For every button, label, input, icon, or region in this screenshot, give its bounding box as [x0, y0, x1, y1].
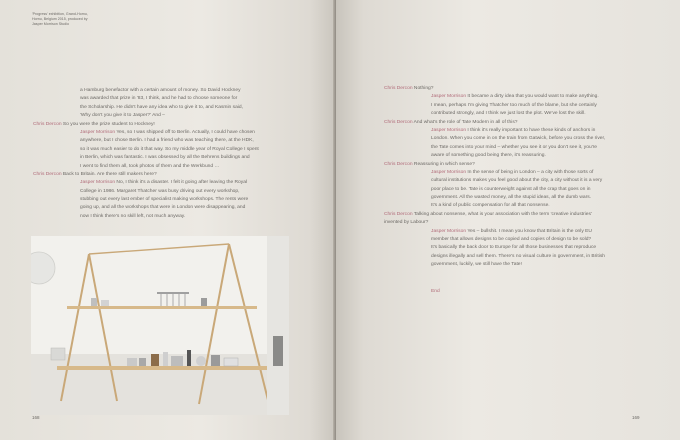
text-line — [384, 244, 605, 252]
line-text: It's basically the back door to Europe for all those businesses that reproduce — [431, 245, 597, 251]
caption-line: Hornu, Belgium 2015, produced by — [32, 17, 88, 21]
line-text: aware of something good being there, it's reassuring. — [431, 153, 546, 159]
caption-line: 'Progress' exhibition, Grand-Hornu, — [32, 12, 88, 16]
line-text: the Scholarship. He didn't have any idea who to give it to, and Kasmin said, — [80, 104, 243, 110]
text-line — [384, 152, 605, 160]
line-text: member that allows designs to be copied and copies of design to be sold? — [431, 237, 592, 243]
text-line — [33, 146, 259, 154]
line-text: It's a kind of public compensation for all that nonsense. — [431, 203, 550, 209]
line-text: So you were the prize student to Hockney! — [62, 121, 155, 127]
line-text: government. All the wasted money, all the stupid ideas, all the dumb wars. — [431, 195, 592, 201]
left-page-body — [33, 87, 259, 221]
speaker-name: Jasper Morrison — [431, 169, 467, 175]
text-line — [384, 177, 605, 185]
line-text: Reassuring in which sense? — [413, 161, 475, 167]
text-line — [33, 129, 259, 137]
line-text: the Tate comes into your mind – whether you see it or you don't see it, you're — [431, 144, 597, 150]
line-text: Yes, so I was shipped off to Berlin. Actually, I could have chosen — [116, 129, 255, 135]
speaker-name: Chris Dercon — [33, 121, 62, 127]
end-label: End — [431, 289, 440, 294]
page-number: 168 — [32, 415, 40, 420]
text-line — [33, 121, 259, 129]
speaker-name: Chris Dercon — [384, 119, 413, 125]
line-text: Yes – bullshit. I mean you know that Britain is the only EU — [467, 228, 592, 234]
line-text: going up, and all the workshops that were in London were disappearing, and — [80, 205, 246, 211]
line-text: Back to Britain. Are there still makers here? — [62, 171, 157, 177]
line-text: In the sense of being in London – a city with those sorts of — [467, 169, 594, 175]
line-text: anywhere, but I chose Berlin. I had a friend who was teaching there, at the HDK, — [80, 138, 254, 144]
text-line — [33, 163, 259, 171]
right-page-body — [384, 85, 605, 270]
text-line — [384, 161, 605, 169]
line-text: contributed strongly, and I think we just lost the plot. We've lost the skill. — [431, 111, 586, 117]
line-text: I went to find them all, took photos of them and the Werkbund … — [80, 163, 220, 169]
line-text: a Hamburg benefactor with a certain amount of money. So David Hockney — [80, 88, 241, 93]
text-line — [384, 93, 605, 101]
speaker-name: Jasper Morrison — [431, 127, 467, 133]
speaker-name: Jasper Morrison — [431, 94, 467, 100]
text-line — [384, 119, 605, 127]
text-line — [384, 169, 605, 177]
line-text: now I think there's no skill left, not much anyway. — [80, 213, 186, 219]
text-line — [33, 112, 259, 120]
line-text: College in 1986. Margaret Thatcher was busy driving out every workshop, — [80, 188, 240, 194]
speaker-name: Chris Dercon — [384, 211, 413, 217]
text-line — [384, 219, 605, 227]
text-line — [33, 171, 259, 179]
text-line — [384, 102, 605, 110]
text-line — [384, 253, 605, 261]
text-line — [384, 144, 605, 152]
line-text: was awarded that prize in '83, I think, and he had to choose someone for — [80, 96, 238, 102]
line-text: 'Why don't you give it to Jasper?' And – — [80, 113, 165, 119]
text-line — [384, 228, 605, 236]
text-line — [384, 236, 605, 244]
line-text: Talking about nonsense, what is your association with the term 'creative industries' — [413, 211, 592, 217]
line-text: invented by Labour? — [384, 220, 429, 226]
speaker-name: Jasper Morrison — [431, 228, 467, 234]
page-number: 169 — [632, 415, 640, 420]
text-line — [33, 87, 259, 95]
text-line — [384, 186, 605, 194]
exhibition-photo — [31, 236, 289, 415]
text-line — [33, 196, 259, 204]
text-line — [384, 261, 605, 269]
line-text: London. When you come in on the train from Gatwick, before you cross the river, — [431, 136, 606, 142]
text-line — [33, 137, 259, 145]
speaker-name: Jasper Morrison — [80, 180, 116, 186]
text-line — [33, 179, 259, 187]
line-text: stubbing out every last ember of specialist making workshops. The rents were — [80, 197, 249, 203]
text-line — [33, 213, 259, 221]
line-text: cultural institutions makes you feel good about the city, a city without it is a very — [431, 178, 603, 184]
text-line — [33, 204, 259, 212]
caption-line: Jasper Morrison Studio — [32, 22, 69, 26]
left-page — [0, 0, 336, 440]
text-line — [33, 104, 259, 112]
line-text: designs illegally and sell them. There's no visual culture in government, in British — [431, 253, 606, 259]
photo-caption — [32, 12, 152, 27]
text-line — [384, 85, 605, 93]
line-text: Nothing? — [413, 86, 434, 91]
text-line — [384, 127, 605, 135]
speaker-name: Jasper Morrison — [80, 129, 116, 135]
text-line — [384, 110, 605, 118]
line-text: And what's the role of Tate Modern in all of this? — [413, 119, 518, 125]
text-line — [384, 194, 605, 202]
text-line — [384, 135, 605, 143]
line-text: I think it's really important to have these kinds of anchors in — [467, 127, 596, 133]
line-text: so it was much easier to do it that way. So my middle year of Royal College I spent — [80, 146, 259, 152]
line-text: I mean, perhaps I'm giving Thatcher too much of the blame, but she certainly — [431, 102, 597, 108]
text-line — [33, 95, 259, 103]
line-text: It became a dirty idea that you would want to make anything. — [467, 94, 599, 100]
line-text: in Berlin, which was fantastic. I was obsessed by all the Behrens buildings and — [80, 155, 250, 161]
text-line — [384, 202, 605, 210]
line-text: poor place to be. Tate is counterweight against all the crap that goes on in — [431, 186, 591, 192]
line-text: No, I think it's a disaster. I felt it going after leaving the Royal — [116, 180, 248, 186]
right-page — [336, 0, 680, 440]
text-line — [33, 154, 259, 162]
speaker-name: Chris Dercon — [384, 86, 413, 91]
text-line — [33, 188, 259, 196]
line-text: government, luckily, we still have the Tate! — [431, 262, 522, 268]
speaker-name: Chris Dercon — [33, 171, 62, 177]
text-line — [384, 211, 605, 219]
speaker-name: Chris Dercon — [384, 161, 413, 167]
